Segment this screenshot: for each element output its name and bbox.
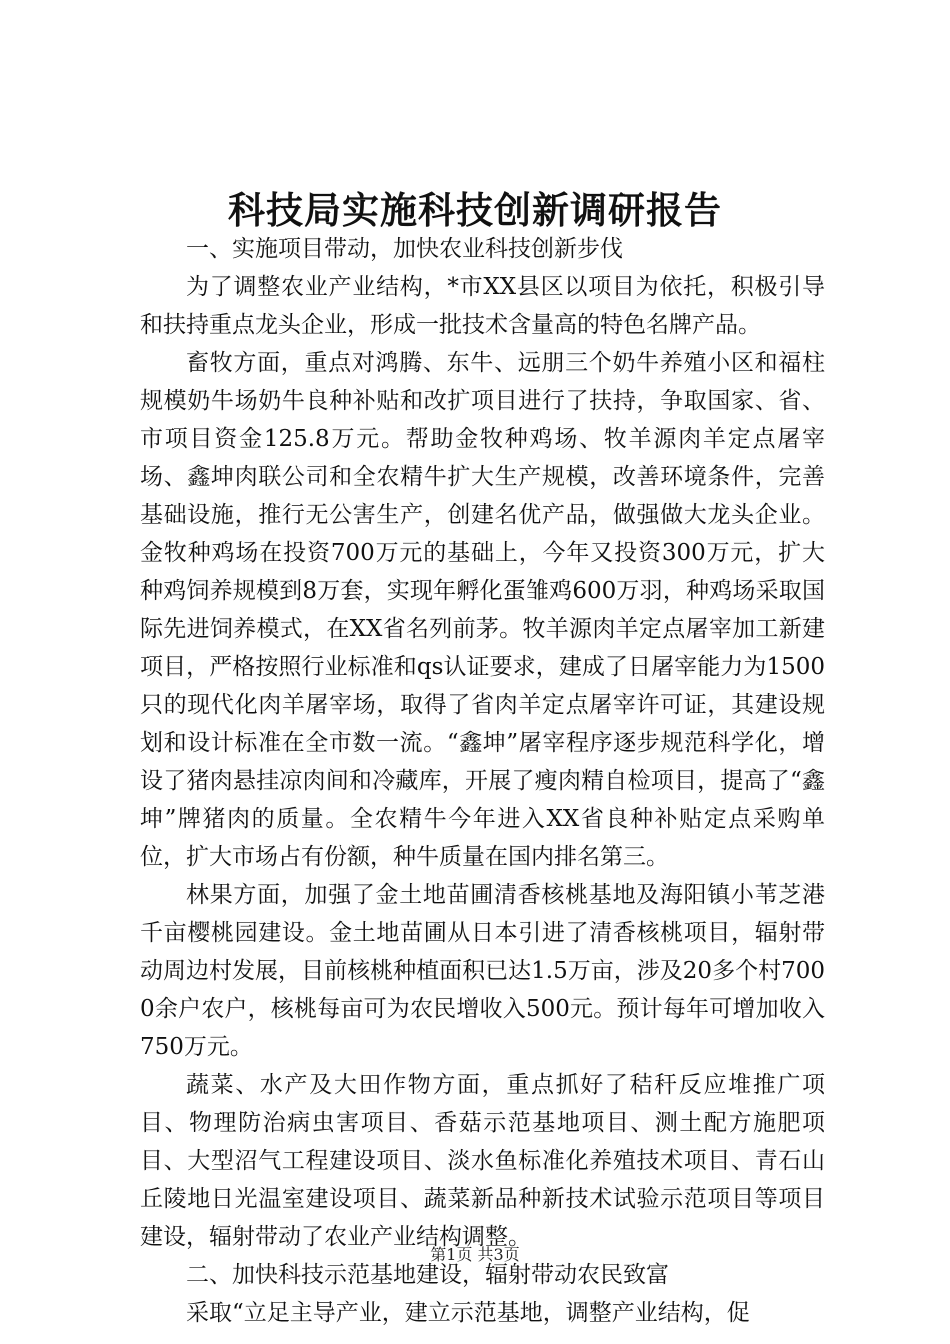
section-heading-1: 一、实施项目带动，加快农业科技创新步伐 <box>186 236 623 262</box>
paragraph-vegetables-aquatic: 蔬菜、水产及大田作物方面，重点抓好了秸秆反应堆推广项目、物理防治病虫害项目、香菇示范基地项目、测土配方施肥项目、大型沼气工程建设项目、淡水鱼标准化养殖技术项目、青石山丘陵地日光温室建设项目、蔬菜新品种新技术试验示范项目等项目建设，辐射带动了农业产业结构调整。 <box>140 1072 825 1250</box>
document-body <box>140 230 825 1332</box>
paragraph-demo-base: 采取“立足主导产业，建立示范基地，调整产业结构，促 <box>186 1300 750 1326</box>
page-footer: 第1页 共3页 <box>430 1245 520 1264</box>
paragraph-livestock: 畜牧方面，重点对鸿腾、东牛、远朋三个奶牛养殖小区和福柱规模奶牛场奶牛良种补贴和改扩项目进行了扶持，争取国家、省、市项目资金125.8万元。帮助金牧种鸡场、牧羊源肉羊定点屠宰场、鑫坤肉联公司和全农精牛扩大生产规模，改善环境条件，完善基础设施，推行无公害生产，创建名优产品，做强做大龙头企业。金牧种鸡场在投资700万元的基础上，今年又投资300万元，扩大种鸡饲养规模到8万套，实现年孵化蛋雏鸡600万羽，种鸡场采取国际先进饲养模式，在XX省名列前茅。牧羊源肉羊定点屠宰加工新建项目，严格按照行业标准和qs认证要求，建成了日屠宰能力为1500只的现代化肉羊屠宰场，取得了省肉羊定点屠宰许可证，其建设规划和设计标准在全市数一流。“鑫坤”屠宰程序逐步规范科学化，增设了猪肉悬挂凉肉间和冷藏库，开展了瘦肉精自检项目，提高了“鑫坤”牌猪肉的质量。全农精牛今年进入XX省良种补贴定点采购单位，扩大市场占有份额，种牛质量在国内排名第三。 <box>140 350 825 870</box>
paragraph-intro: 为了调整农业产业结构，*市XX县区以项目为依托，积极引导和扶持重点龙头企业，形成一批技术含量高的特色名牌产品。 <box>140 274 825 338</box>
section-heading-2: 二、加快科技示范基地建设，辐射带动农民致富 <box>186 1262 669 1288</box>
paragraph-forestry-fruit: 林果方面，加强了金土地苗圃清香核桃基地及海阳镇小苇芝港千亩樱桃园建设。金土地苗圃从日本引进了清香核桃项目，辐射带动周边村发展，目前核桃种植面积已达1.5万亩，涉及20多个村7000余户农户，核桃每亩可为农民增收入500元。预计每年可增加收入750万元。 <box>140 882 825 1060</box>
document-title: 科技局实施科技创新调研报告 <box>228 188 722 232</box>
